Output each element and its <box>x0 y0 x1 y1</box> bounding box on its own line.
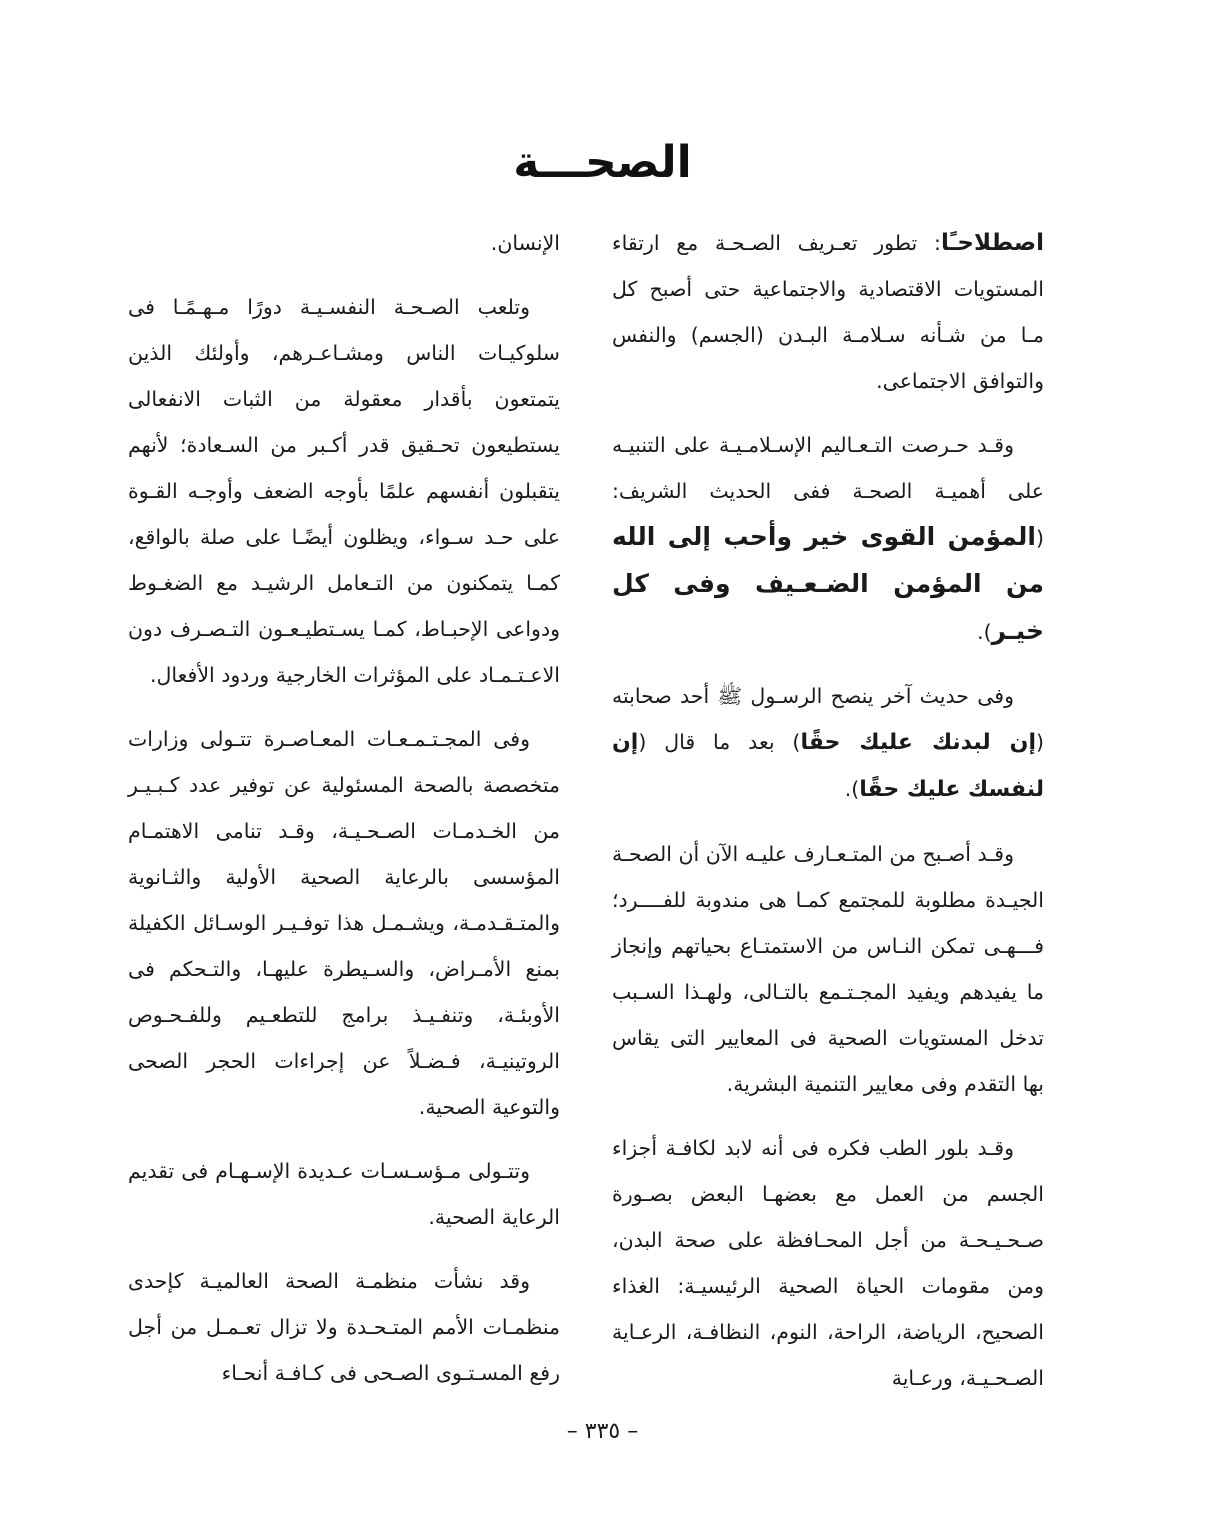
paragraph-mental-health: وتلعب الصـحـة النفسـيـة دورًا مـهـمًـا فى سلوكيـات الناس ومشـاعـرهم، وأولئك الذين يتمتعون بأقدار معقولة من الثبات الانفعالى يستطيعون تحـقيق قدر أكـبر من السـعادة؛ لأنهم يتقبلون أنفسهم علمًا بأوجه الضعف وأوجـه القـوة على حـد سـواء، ويظلون أيضًـا على صلة بالواقع، كمـا يتمكنون من التـعامل الرشيـد مع الضغـوط ودواعى الإحبـاط، كمـا يسـتطيـعـون التـصـرف دون الاعـتـمـاد على المؤثرات الخارجية وردود الأفعال. <box>128 295 560 687</box>
left-column <box>128 220 560 1414</box>
paragraph-text-end: ). <box>844 777 860 801</box>
paragraph-who: وقد نشأت منظمـة الصحة العالميـة كإحدى منظمـات الأمم المتـحـدة ولا تزال تعـمـل من أجل رفع المسـتـوى الصـحى فى كـافـة أنحـاء <box>128 1269 560 1385</box>
paragraph-text: وفى حديث آخر ينصح الرسـول ﷺ أحد صحابته ( <box>612 684 1044 754</box>
hadith-quote-body: إن لبدنك عليك حقًا <box>800 730 1036 755</box>
page-number: – ٣٣٥ – <box>566 1419 639 1444</box>
paragraph-text: ) بعد ما قال ( <box>638 730 801 754</box>
paragraph-islamic-teachings <box>612 422 1044 655</box>
definition-term: اصطلاحـًا <box>940 230 1044 256</box>
hadith-quote-soul: إن لنفسك عليك حقًا <box>612 730 1044 802</box>
paragraph-ministries: وفى المجـتـمـعـات المعـاصـرة تتـولى وزارات متخصصة بالصحة المسئولية عن توفير عدد كـبـيـر من الخـدمـات الصـحـيـة، وقـد تنامى الاهتمـام المؤسسى بالرعاية الصحية الأولية والثـانوية والمتـقـدمـة، ويشـمـل هذا توفـيـر الوسـائل الكفيلة بمنع الأمـراض، والسـيطرة عليهـا، والتـحكم فى الأوبئـة، وتنفـيـذ برامج للتطعـيم وللفـحـوص الروتينيـة، فـضـلاً عن إجراءات الحجر الصحى والتوعية الصحية. <box>128 727 560 1119</box>
paragraph-text: وقـد حـرصت التـعـاليم الإسـلامـيـة على التنبيـه على أهميـة الصحـة ففى الحديث الشريف: ( <box>612 433 1044 550</box>
definition-text: : تطور تعـريف الصـحـة مع ارتقاء المستويات الاقتصادية والاجتماعية حتى أصبح كل مـا من شـأنه سـلامـة البـدن (الجسم) والنفس والتوافق الاجتماعى. <box>612 231 1044 393</box>
paragraph-good-health: وقـد أصـبح من المتـعـارف عليـه الآن أن الصحـة الجيـدة مطلوبة للمجتمع كمـا هى مندوبة للفــــرد؛ فـــهـى تمكن النـاس من الاستمتـاع بحياتهم وإنجاز ما يفيدهم ويفيد المجـتـمع بالتـالى، ولهـذا السـبب تدخل المستويات الصحية فى المعايير التى يقاس بها التقدم وفى معايير التنمية البشرية. <box>612 842 1044 1096</box>
paragraph-institutions: وتتـولى مـؤسـسـات عـديدة الإسـهـام فى تقديم الرعاية الصحية. <box>128 1159 560 1229</box>
paragraph-definition <box>612 220 1044 404</box>
page-title: الصحـــة <box>513 137 692 188</box>
hadith-quote: المؤمن القوى خير وأحب إلى الله من المؤمن الضـعـيف وفى كل خيـر <box>612 522 1044 645</box>
paragraph-medicine: وقـد بلور الطب فكره فى أنه لابد لكافـة أجزاء الجسم من العمل مع بعضهـا البعض بصـورة صـحـيـحـة من أجل المحـافظة على صحة البدن، ومن مقومات الحياة الصحية الرئيسيـة: الغذاء الصحيح، الرياضة، الراحة، النوم، النظافـة، الرعـاية الصـحـيـة، ورعـاية <box>612 1136 1044 1390</box>
paragraph-another-hadith <box>612 673 1044 813</box>
right-column <box>612 220 1044 1419</box>
paragraph-continuation: الإنسان. <box>490 231 560 255</box>
paragraph-text-end: ). <box>977 620 992 644</box>
